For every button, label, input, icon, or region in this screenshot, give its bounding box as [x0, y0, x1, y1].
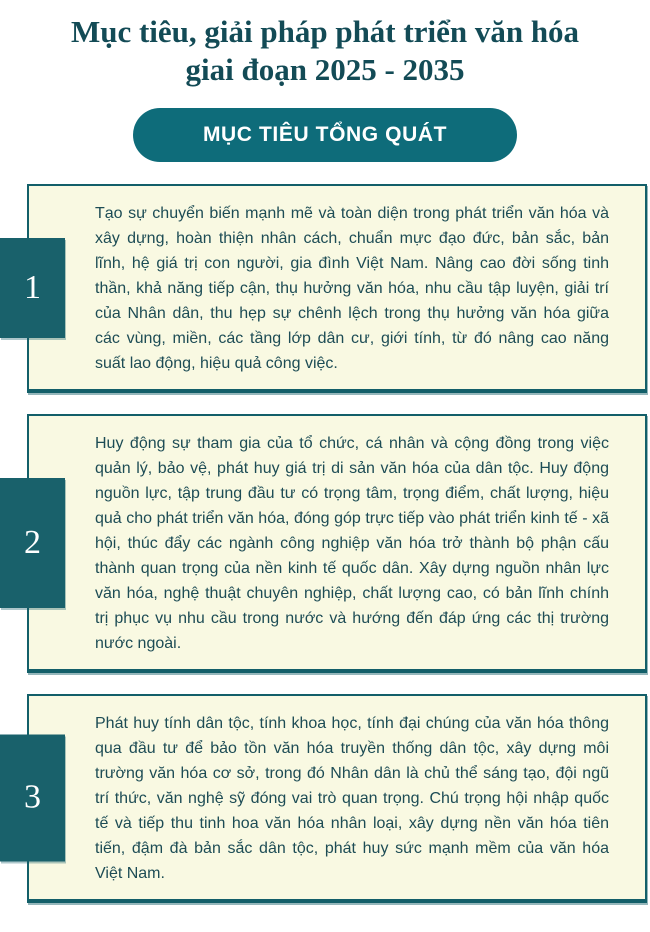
goal-3-number-badge [0, 734, 65, 861]
goal-2-text: Huy động sự tham gia của tổ chức, cá nhân và cộng đồng trong việc quản lý, bảo vệ, phát huy giá trị di sản văn hóa của dân tộc. Huy động nguồn lực, tập trung đầu tư có trọng tâm, trọng điểm, chất lượng, hiệu quả cho phát triển văn hóa, đóng góp trực tiếp vào phát triển kinh tế - xã hội, thúc đẩy các ngành công nghiệp văn hóa trở thành bộ phận cấu thành quan trọng của nền kinh tế quốc dân. Xây dựng nguồn nhân lực văn hóa, nghệ thuật chuyên nghiệp, chất lượng cao, có bản lĩnh chính trị phục vụ nhu cầu trong nước và hướng đến đáp ứng các thị trường nước ngoài. [95, 435, 609, 652]
goal-3-number: 3 [24, 778, 41, 816]
page-title-line-1: Mục tiêu, giải pháp phát triển văn hóa [70, 14, 580, 49]
goal-1-number-badge [0, 238, 65, 338]
section-heading-pill [133, 108, 517, 162]
goal-1-number: 1 [24, 268, 41, 306]
goal-card-2 [24, 414, 647, 673]
section-heading-label: MỤC TIÊU TỔNG QUÁT [202, 123, 448, 146]
page-title-line-2: giai đoạn 2025 - 2035 [185, 52, 465, 87]
goal-3-text: Phát huy tính dân tộc, tính khoa học, tính đại chúng của văn hóa thông qua đầu tư để bảo tồn văn hóa truyền thống dân tộc, xây dựng môi trường văn hóa cơ sở, trong đó Nhân dân là chủ thể sáng tạo, đội ngũ trí thức, văn nghệ sỹ đóng vai trò quan trọng. Chú trọng hội nhập quốc tế và tiếp thu tinh hoa văn hóa nhân loại, xây dựng nền văn hóa tiên tiến, đậm đà bản sắc dân tộc, phát huy sức mạnh mềm của văn hóa Việt Nam. [95, 715, 609, 882]
goals-list [0, 184, 650, 903]
goal-card-1 [24, 184, 647, 393]
infographic-page [0, 13, 650, 903]
page-title [0, 13, 650, 89]
goal-1-text: Tạo sự chuyển biến mạnh mẽ và toàn diện trong phát triển văn hóa và xây dựng, hoàn thiện nhân cách, chuẩn mực đạo đức, bản sắc, bản lĩnh, hệ giá trị con người, gia đình Việt Nam. Nâng cao đời sống tinh thần, khả năng tiếp cận, thụ hưởng văn hóa, nhu cầu tập luyện, giải trí của Nhân dân, thu hẹp sự chênh lệch trong thụ hưởng văn hóa giữa các vùng, miền, các tầng lớp dân cư, giới tính, từ đó nâng cao năng suất lao động, hiệu quả công việc. [95, 205, 609, 372]
goal-card-3 [24, 694, 647, 903]
goal-2-number: 2 [24, 523, 41, 561]
goal-2-number-badge [0, 478, 65, 608]
